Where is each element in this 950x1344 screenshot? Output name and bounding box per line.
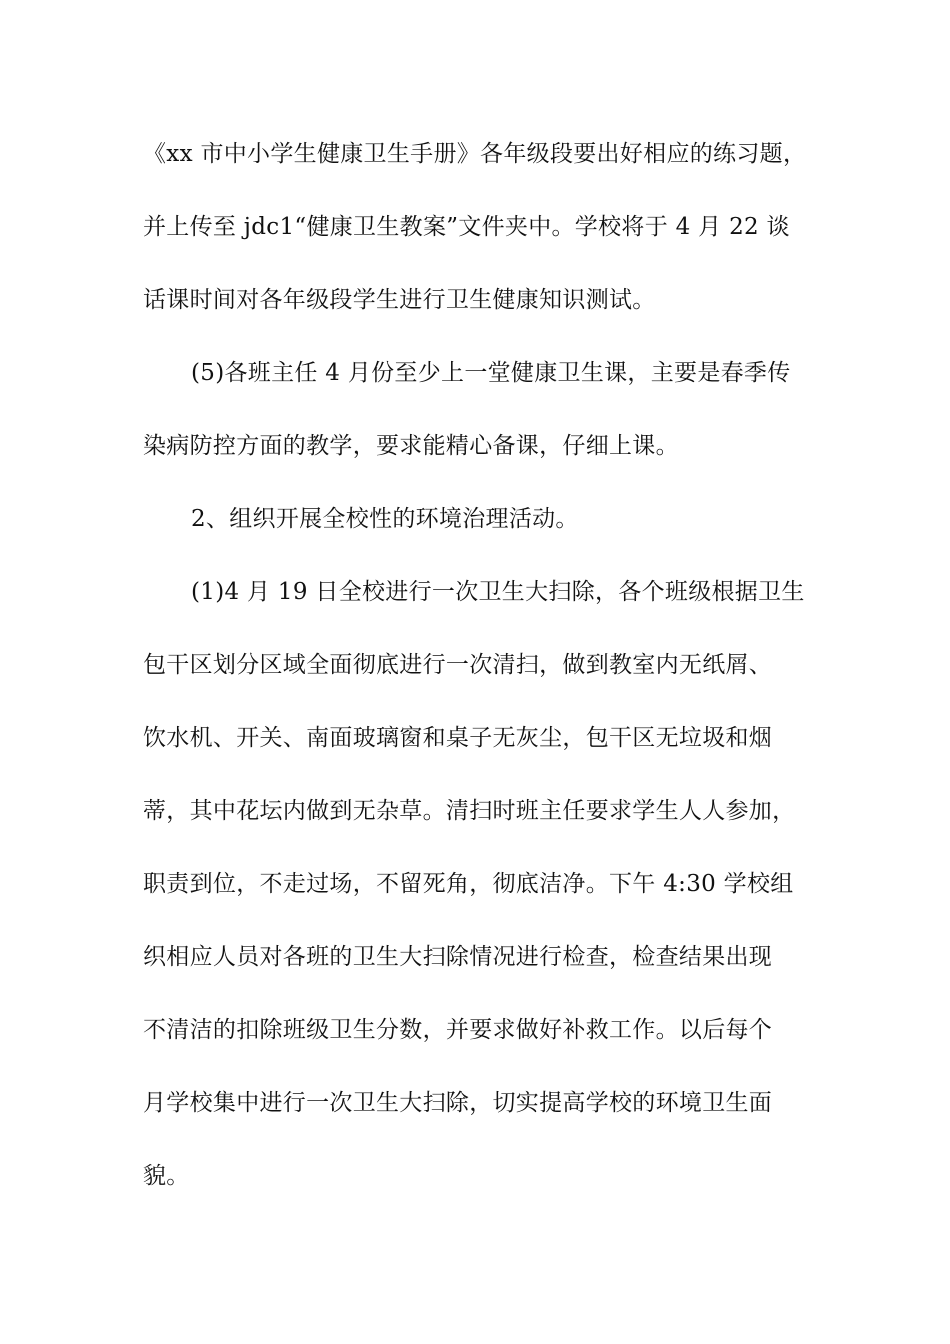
text-line: 职责到位，不走过场，不留死角，彻底洁净。下午 4:30 学校组 bbox=[143, 871, 794, 897]
text-line: 月学校集中进行一次卫生大扫除，切实提高学校的环境卫生面 bbox=[143, 1090, 773, 1116]
text-line: 包干区划分区域全面彻底进行一次清扫，做到教室内无纸屑、 bbox=[143, 652, 773, 678]
text-line: 《xx 市中小学生健康卫生手册》各年级段要出好相应的练习题， bbox=[143, 141, 807, 167]
text-line: 貌。 bbox=[143, 1163, 190, 1189]
text-line: 并上传至 jdc1“健康卫生教案”文件夹中。学校将于 4 月 22 谈 bbox=[143, 214, 790, 240]
text-line: 染病防控方面的教学，要求能精心备课，仔细上课。 bbox=[143, 433, 679, 459]
document-body bbox=[143, 125, 833, 1220]
paragraph-first-line: (1)4 月 19 日全校进行一次卫生大扫除，各个班级根据卫生 bbox=[191, 579, 805, 605]
paragraph-first-line: (5)各班主任 4 月份至少上一堂健康卫生课，主要是春季传 bbox=[191, 360, 791, 386]
text-line: 蒂，其中花坛内做到无杂草。清扫时班主任要求学生人人参加， bbox=[143, 798, 796, 824]
section-heading: 2、组织开展全校性的环境治理活动。 bbox=[191, 506, 579, 532]
text-line: 饮水机、开关、南面玻璃窗和桌子无灰尘，包干区无垃圾和烟 bbox=[143, 725, 773, 751]
text-line: 不清洁的扣除班级卫生分数，并要求做好补救工作。以后每个 bbox=[143, 1017, 773, 1043]
text-line: 话课时间对各年级段学生进行卫生健康知识测试。 bbox=[143, 287, 656, 313]
text-line: 织相应人员对各班的卫生大扫除情况进行检查，检查结果出现 bbox=[143, 944, 773, 970]
